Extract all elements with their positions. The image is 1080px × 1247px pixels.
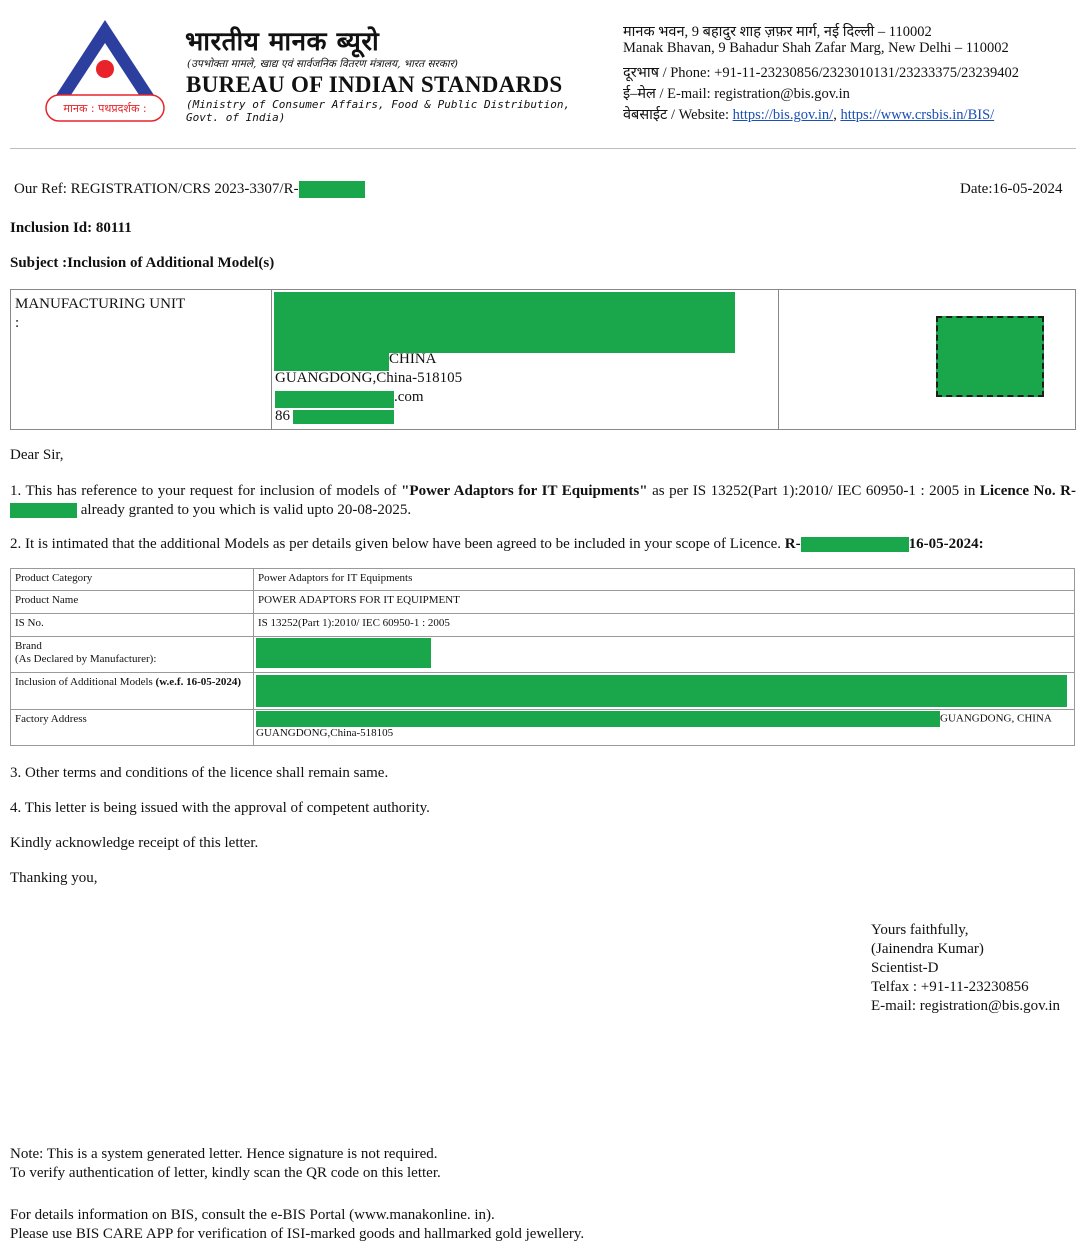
- redacted-licence-no-2: [801, 537, 909, 552]
- phone-label: दूरभाष / Phone:: [623, 65, 711, 81]
- website-link-bis[interactable]: https://bis.gov.in/: [732, 107, 834, 123]
- footer-note-1: Note: This is a system generated letter. Hence signature is not required.: [10, 1146, 438, 1162]
- para2-licence-prefix: R-: [784, 536, 801, 552]
- salutation: Dear Sir,: [10, 447, 64, 463]
- table-row: [11, 673, 1075, 710]
- redacted-licence-no: [10, 503, 77, 518]
- letter-date: Date:16-05-2024: [960, 181, 1063, 197]
- factory-address-tail: GUANGDONG, CHINA: [940, 712, 1052, 725]
- brand-note: (As Declared by Manufacturer):: [15, 653, 157, 665]
- table-row: [11, 710, 1075, 746]
- address-english: Manak Bhavan, 9 Bahadur Shah Zafar Marg, New Delhi – 110002: [623, 40, 1009, 56]
- brand-label: Brand: [15, 640, 42, 652]
- signature-name: (Jainendra Kumar): [871, 941, 984, 957]
- product-category-label: Product Category: [11, 569, 254, 591]
- is-no-value: IS 13252(Part 1):2010/ IEC 60950-1 : 2005: [254, 614, 1075, 637]
- address-hindi: मानक भवन, 9 बहादुर शाह ज़फ़र मार्ग, नई दिल्ली – 110002: [623, 24, 932, 40]
- factory-address-cell: [254, 710, 1075, 746]
- manufacturing-email-suffix: .com: [394, 389, 424, 405]
- redacted-email: [275, 391, 394, 408]
- manufacturing-label-cell: [11, 290, 272, 429]
- hindi-title: भारतीय मानक ब्यूरो: [185, 27, 380, 57]
- models-wef: (w.e.f. 16-05-2024): [155, 676, 242, 688]
- paragraph-3: 3. Other terms and conditions of the licence shall remain same.: [10, 765, 389, 781]
- models-label: Inclusion of Additional Models: [15, 676, 156, 688]
- thanking-line: Thanking you,: [10, 870, 98, 886]
- brand-value-cell: [254, 637, 1075, 673]
- para2-text: 2. It is intimated that the additional Models as per details given below have been agreed to be included in your scope of Licence.: [10, 536, 785, 552]
- signature-designation: Scientist-D: [871, 960, 939, 976]
- model-details-table: [10, 568, 1075, 746]
- redacted-ref: [299, 181, 365, 198]
- acknowledge-line: Kindly acknowledge receipt of this letter.: [10, 835, 259, 851]
- para1-product: "Power Adaptors for IT Equipments": [401, 483, 648, 499]
- factory-address-line2: GUANGDONG,China-518105: [256, 727, 394, 739]
- footer-info-1: For details information on BIS, consult the e-BIS Portal (www.manakonline. in).: [10, 1207, 495, 1223]
- subject: Subject :Inclusion of Additional Model(s): [10, 255, 275, 271]
- para1-licence-label: Licence No. R-: [979, 483, 1076, 499]
- manufacturing-country: CHINA: [389, 351, 437, 367]
- footer-note: [10, 1145, 441, 1183]
- website-label: वेबसाईट / Website:: [623, 107, 729, 123]
- our-ref: [14, 181, 365, 198]
- redacted-factory-address: [256, 711, 940, 727]
- product-category-value: Power Adaptors for IT Equipments: [254, 569, 1075, 591]
- signature-email: E-mail: registration@bis.gov.in: [871, 998, 1061, 1014]
- manufacturing-address-cell: [272, 290, 779, 429]
- header-divider: [10, 148, 1076, 149]
- footer-info-2: Please use BIS CARE APP for verification of ISI-marked goods and hallmarked gold jewellery.: [10, 1226, 585, 1242]
- redacted-models: [256, 675, 1067, 707]
- english-title: BUREAU OF INDIAN STANDARDS: [186, 72, 563, 97]
- qr-code-redacted: [936, 316, 1044, 397]
- inclusion-id: Inclusion Id: 80111: [10, 220, 132, 236]
- models-value-cell: [254, 673, 1075, 710]
- footer-info: [10, 1206, 584, 1244]
- table-row: [11, 614, 1075, 637]
- phone-line: [623, 62, 1019, 82]
- email-line: [623, 83, 850, 103]
- website-separator: ,: [833, 107, 837, 123]
- table-row: [11, 591, 1075, 614]
- paragraph-4: 4. This letter is being issued with the approval of competent authority.: [10, 800, 430, 816]
- table-row: [11, 569, 1075, 591]
- phone-number: +91-11-23230856/2323010131/23233375/23239402: [714, 65, 1020, 81]
- our-ref-text: Our Ref: REGISTRATION/CRS 2023-3307/R-: [14, 181, 299, 197]
- email-address: registration@bis.gov.in: [714, 86, 850, 102]
- manufacturing-phone-prefix: 86: [275, 408, 290, 424]
- product-name-value: POWER ADAPTORS FOR IT EQUIPMENT: [254, 591, 1075, 614]
- manufacturing-unit-table: [10, 289, 1076, 430]
- footer-note-2: To verify authentication of letter, kindly scan the QR code on this letter.: [10, 1165, 441, 1181]
- hindi-subtitle: (उपभोक्ता मामले, खाद्य एवं सार्वजनिक वितरण मंत्रालय, भारत सरकार): [187, 58, 459, 70]
- is-no-label: IS No.: [11, 614, 254, 637]
- brand-label-cell: [11, 637, 254, 673]
- models-label-cell: [11, 673, 254, 710]
- signature-telfax: Telfax : +91-11-23230856: [871, 979, 1029, 995]
- redacted-street: [274, 353, 389, 371]
- paragraph-2: [10, 536, 984, 553]
- manufacturing-label: MANUFACTURING UNIT :: [15, 296, 185, 331]
- manufacturing-city: GUANGDONG,China-518105: [275, 370, 463, 386]
- factory-address-label: Factory Address: [11, 710, 254, 746]
- ministry-line: (Ministry of Consumer Affairs, Food & Public Distribution, Govt. of India): [186, 98, 571, 124]
- signature-closing: Yours faithfully,: [871, 922, 969, 938]
- redacted-brand: [256, 638, 431, 668]
- para1-standard: as per IS 13252(Part 1):2010/ IEC 60950-1 : 2005 in: [647, 483, 976, 499]
- logo-motto: मानक : पथप्रदर्शक :: [63, 102, 147, 115]
- website-link-crsbis[interactable]: https://www.crsbis.in/BIS/: [840, 107, 995, 123]
- table-row: [11, 637, 1075, 673]
- redacted-company-name: [274, 292, 735, 353]
- para1-intro: 1. This has reference to your request for inclusion of models of: [10, 483, 402, 499]
- signature-block: [871, 921, 1060, 1016]
- website-line: [623, 104, 994, 124]
- email-label: ई–मेल / E-mail:: [623, 86, 711, 102]
- para2-date: 16-05-2024:: [908, 536, 984, 552]
- redacted-phone: [293, 410, 394, 424]
- product-name-label: Product Name: [11, 591, 254, 614]
- para1-validity: already granted to you which is valid upto 20-08-2025.: [80, 502, 412, 518]
- paragraph-1: [10, 482, 1076, 520]
